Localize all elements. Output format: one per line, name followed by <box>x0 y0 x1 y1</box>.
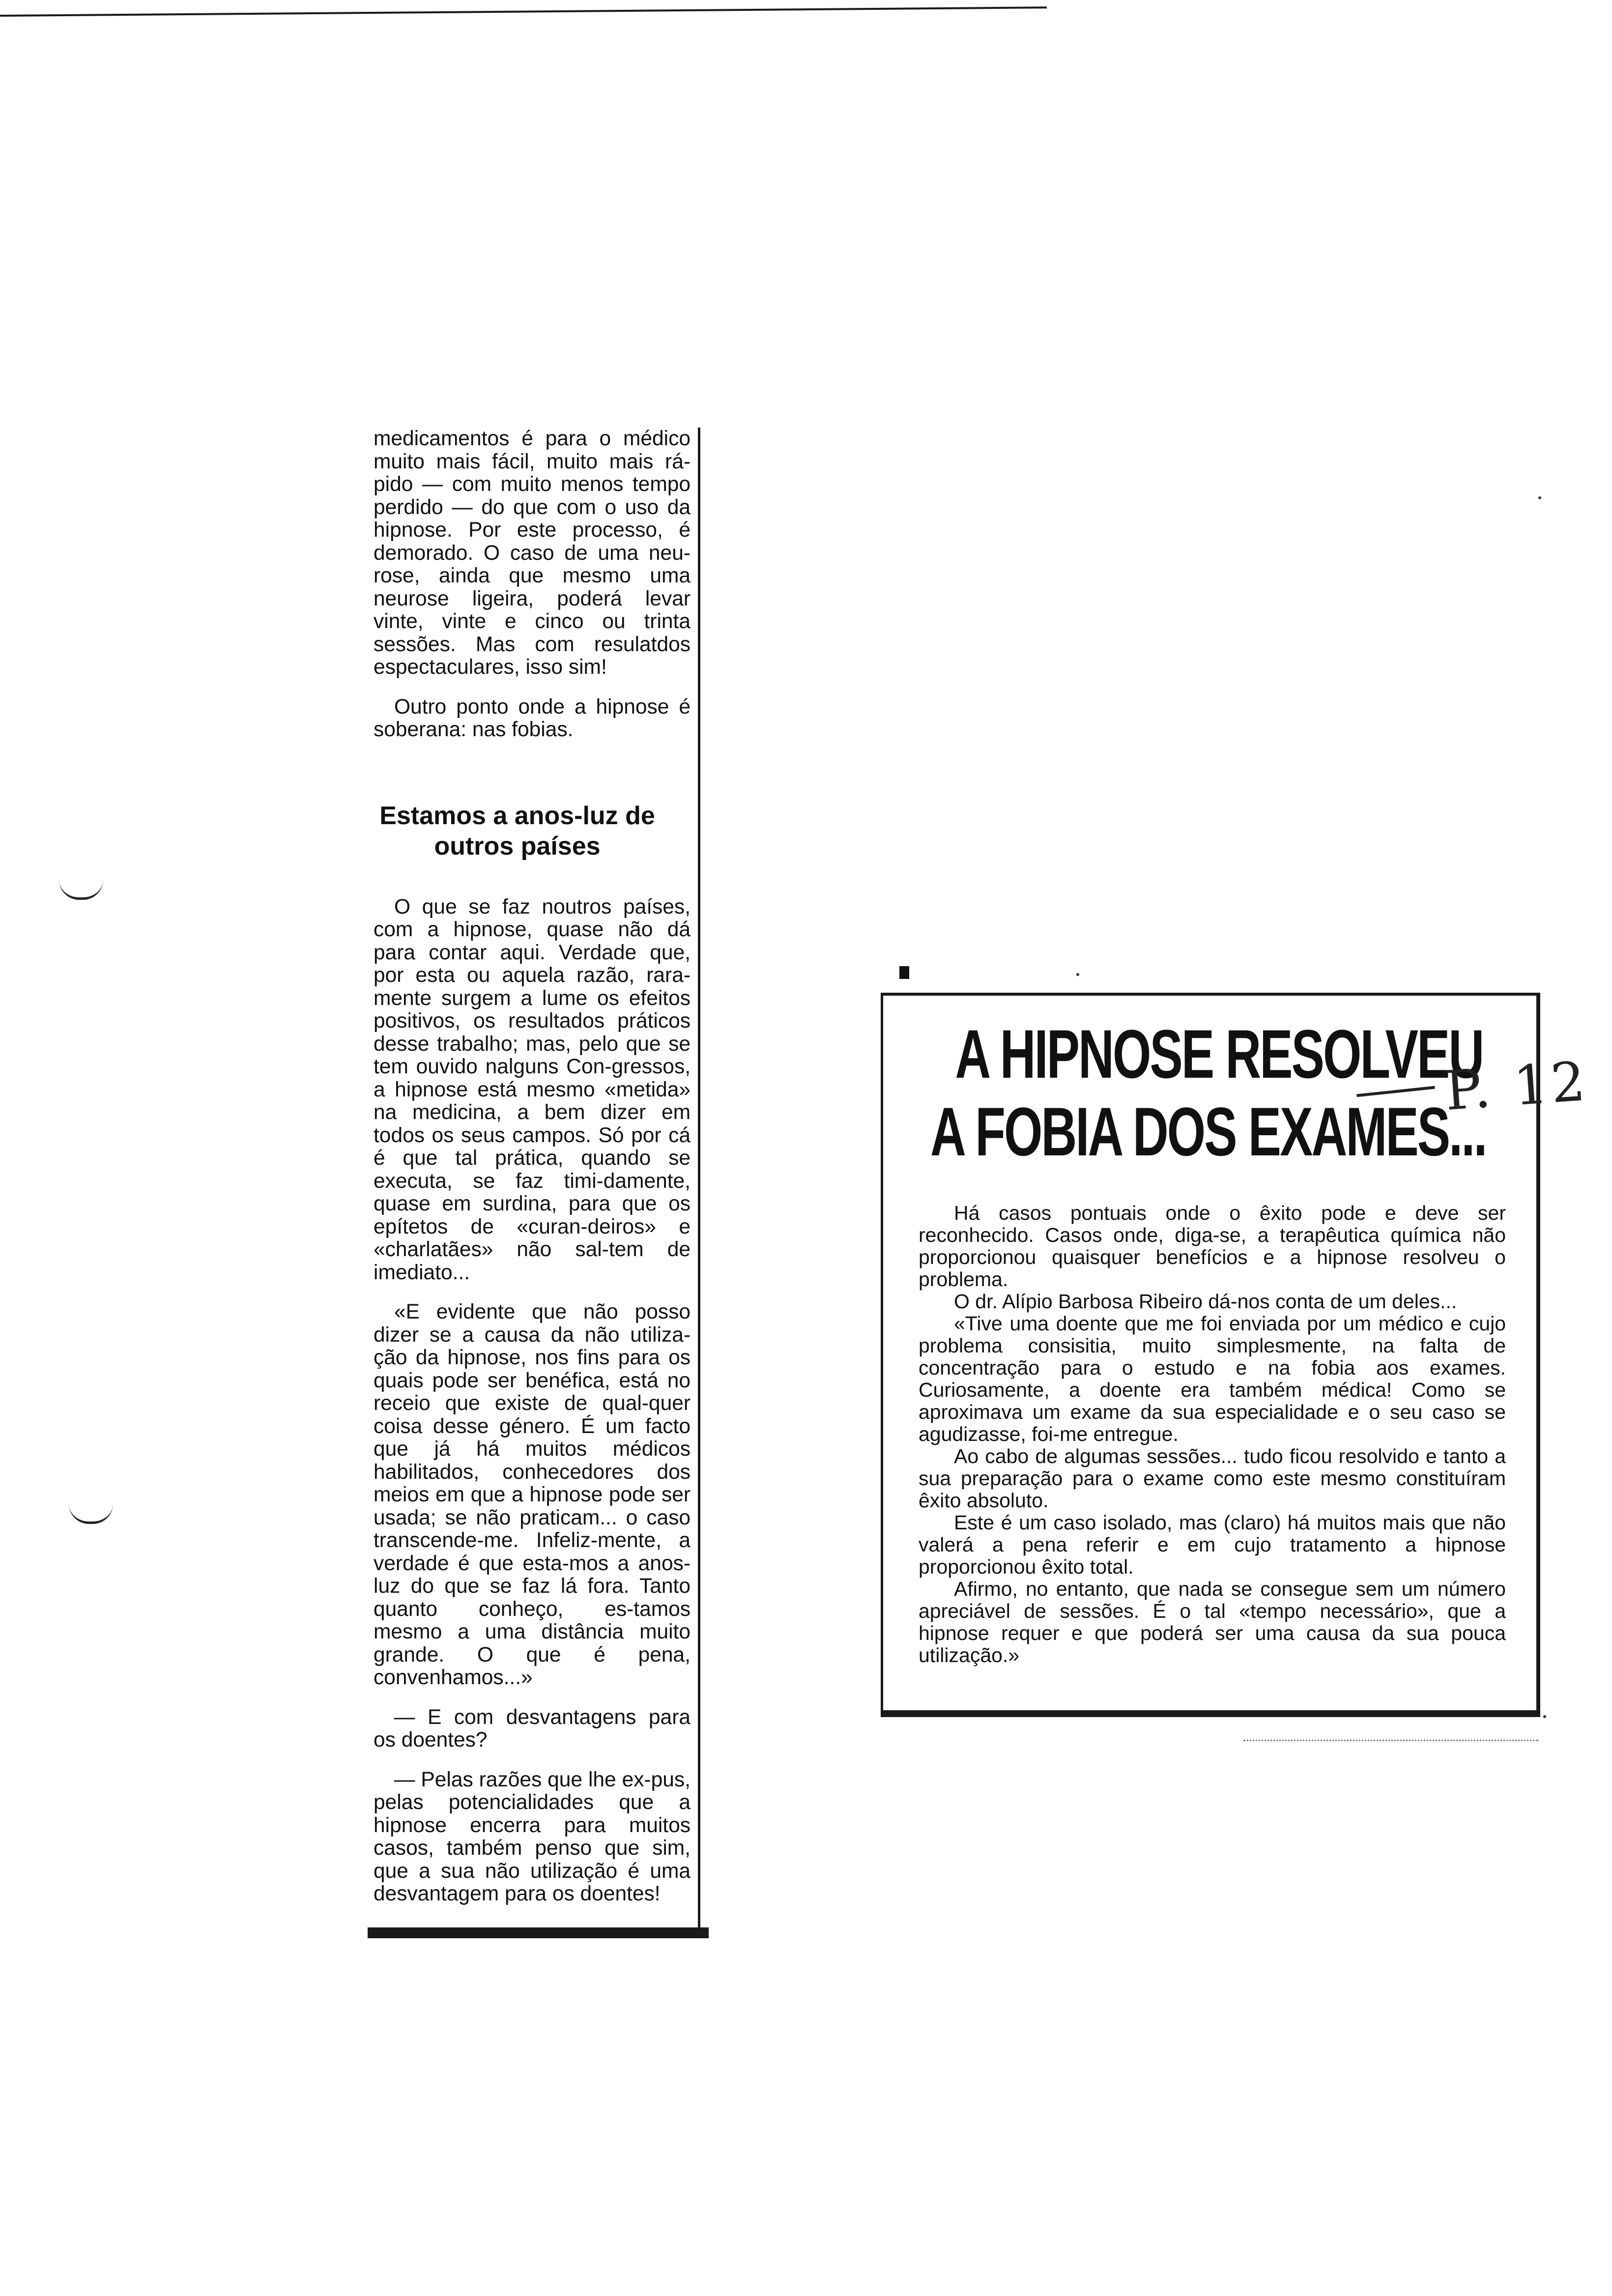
left-subheading: Estamos a anos-luz de outros países <box>379 801 655 861</box>
left-paragraph-6: — Pelas razões que lhe ex-pus, pelas potencialidades que a hipnose encerra para muitos casos, também penso que sim, que a sua não utilização é uma desvantagem para os doentes! <box>374 1768 691 1905</box>
left-paragraph-5: — E com desvantagens para os doentes? <box>374 1705 691 1751</box>
sidebar-box <box>881 993 1540 1717</box>
left-article-column <box>374 428 691 1923</box>
left-paragraph-1: medicamentos é para o médico muito mais fácil, muito mais rá-pido — com muito menos tempo perdido — do que com o uso da hipnose. Por este processo, é demorado. O caso de uma neu-rose, ainda que mesmo uma neurose ligeira, poderá levar vinte, vinte e cinco ou trinta sessões. Mas com resulatdos espectaculares, isso sim! <box>374 427 691 679</box>
column-divider-bottom <box>368 1927 709 1938</box>
headline-line-1: A HIPNOSE RESOLVEU <box>955 1015 1483 1092</box>
sidebar-paragraph-3: «Tive uma doente que me foi enviada por um médico e cujo problema consisitia, muito simplesmente, na falta de concentração para o estudo e na fobia aos exames. Curiosamente, a doente era também médica! Como se aproximava um exame da sua especialidade e o seu caso se agudizasse, foi-me entregue. <box>919 1312 1506 1445</box>
left-paragraph-2: Outro ponto onde a hipnose é soberana: nas fobias. <box>374 695 691 741</box>
handwritten-page-reference: P. 12 <box>1442 1049 1590 1123</box>
speck <box>1076 973 1079 976</box>
top-border-line <box>0 6 1047 17</box>
column-divider-vertical <box>698 428 700 1931</box>
margin-mark <box>69 1504 113 1524</box>
sidebar-body <box>919 1202 1506 1666</box>
sidebar-paragraph-5: Este é um caso isolado, mas (claro) há muitos mais que não valerá a pena referir e em cujo tratamento a hipnose proporcionou êxito total. <box>919 1511 1506 1578</box>
sidebar-paragraph-1: Há casos pontuais onde o êxito pode e deve ser reconhecido. Casos onde, diga-se, a terapêutica química não proporcionou quaisquer benefícios e a hipnose resolveu o problema. <box>919 1202 1506 1291</box>
sidebar-paragraph-4: Ao cabo de algumas sessões... tudo ficou resolvido e tanto a sua preparação para o exame como este mesmo constituíram êxito absoluto. <box>919 1445 1506 1512</box>
bullet-icon <box>899 966 909 979</box>
left-paragraph-4: «E evidente que não posso dizer se a causa da não utiliza-ção da hipnose, nos fins para os quais pode ser benéfica, está no receio que existe de qual-quer coisa desse género. É um facto que já há muitos médicos habilitados, conhecedores dos meios em que a hipnose pode ser usada; se não praticam... o caso transcende-me. Infeliz-mente, a verdade é que esta-mos a anos-luz do que se faz lá fora. Tanto quanto conheço, es-tamos mesmo a uma distância muito grande. O que é pena, convenhamos...» <box>374 1300 691 1689</box>
sidebar-paragraph-2: O dr. Alípio Barbosa Ribeiro dá-nos conta de um deles... <box>954 1290 1457 1313</box>
box-under-rule <box>1243 1740 1538 1741</box>
speck <box>1543 1715 1546 1718</box>
headline-line-2: A FOBIA DOS EXAMES... <box>930 1093 1486 1170</box>
sidebar-paragraph-6: Afirmo, no entanto, que nada se consegue sem um número apreciável de sessões. É o tal «tempo necessário», que a hipnose requer e que poderá ser uma causa da sua pouca utilização.» <box>919 1578 1506 1666</box>
left-paragraph-3: O que se faz noutros países, com a hipnose, quase não dá para contar aqui. Verdade que, por esta ou aquela razão, rara-mente surgem a lume os efeitos positivos, os resultados práticos desse trabalho; mas, pelo que se tem ouvido nalguns Con-gressos, a hipnose está mesmo «metida» na medicina, a bem dizer em todos os seus campos. Só por cá é que tal prática, quando se executa, se faz timi-damente, quase em surdina, para que os epítetos de «curan-deiros» e «charlatães» não sal-tem de imediato... <box>374 895 691 1284</box>
sidebar-headline <box>930 1015 1486 1171</box>
margin-mark <box>59 880 103 900</box>
speck <box>1538 496 1541 499</box>
